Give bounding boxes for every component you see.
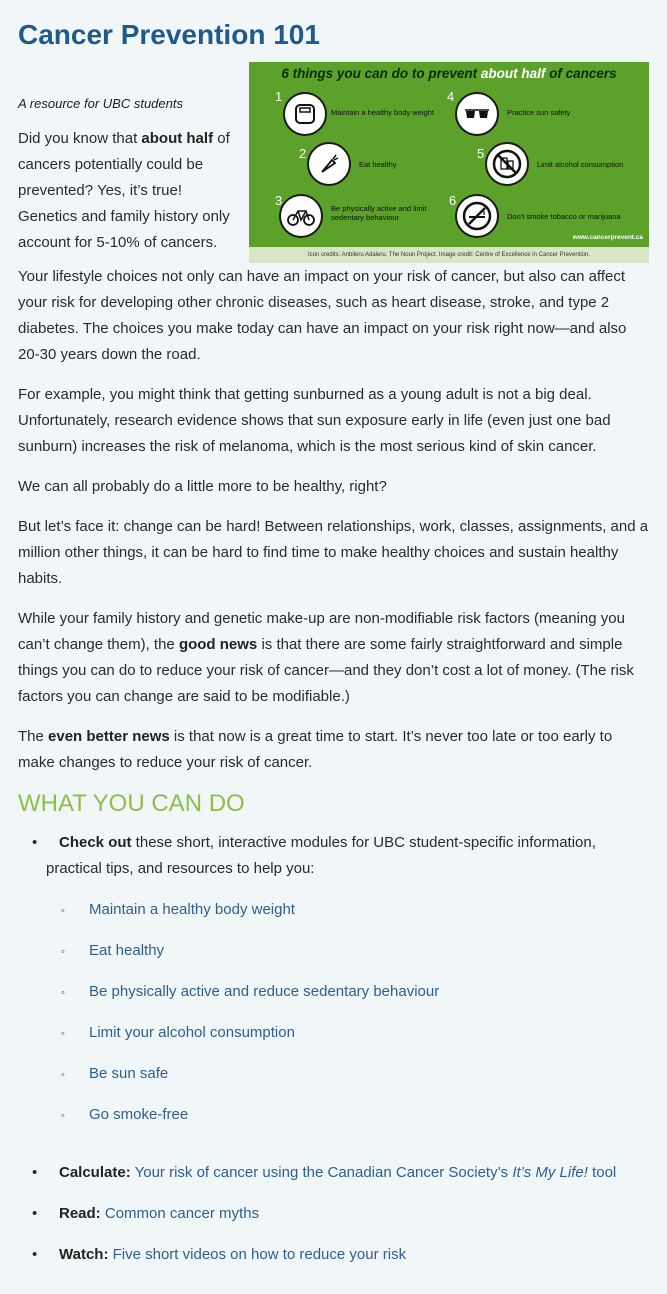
link-healthy-body-weight[interactable]: Maintain a healthy body weight	[89, 901, 295, 918]
infographic-number-5: 5	[477, 146, 485, 161]
scale-icon	[283, 92, 327, 136]
link-calculate-risk[interactable]: Your risk of cancer using the Canadian Cancer Society’s It’s My Life! tool	[130, 1164, 617, 1181]
no-alcohol-icon	[485, 142, 529, 186]
link-sun-safe[interactable]: Be sun safe	[89, 1065, 169, 1082]
list-item: ◦ Go smoke-free	[61, 1106, 189, 1123]
infographic-number-4: 4	[447, 89, 455, 104]
better-news-paragraph: The even better news is that now is a great time to start. It’s never too late or too early to make changes to reduce your risk of cancer.	[18, 728, 613, 771]
no-smoking-icon	[455, 194, 499, 238]
infographic-credit: Icon credits: Anbileru Adaleru, The Noun Project. Image credit: Centre of Excellence in Cancer Prevention.	[249, 247, 649, 263]
healthy-paragraph: We can all probably do a little more to be healthy, right?	[18, 478, 387, 495]
link-cancer-myths[interactable]: Common cancer myths	[100, 1205, 260, 1222]
list-item-watch: • Watch: Five short videos on how to reduce your risk	[32, 1246, 407, 1263]
infographic-label-5: Limit alcohol consumption	[537, 160, 624, 169]
list-item-calculate: • Calculate: Your risk of cancer using the Canadian Cancer Society’s It’s My Life! tool	[32, 1164, 617, 1181]
link-physically-active[interactable]: Be physically active and reduce sedentary behaviour	[89, 983, 440, 1000]
link-videos[interactable]: Five short videos on how to reduce your risk	[108, 1246, 407, 1263]
infographic-number-1: 1	[275, 89, 283, 104]
cancer-prevention-infographic	[249, 62, 649, 263]
infographic-url: www.cancerprevent.ca	[572, 234, 643, 241]
list-item: ◦ Limit your alcohol consumption	[61, 1024, 295, 1041]
infographic-number-2: 2	[299, 146, 307, 161]
family-history-paragraph: While your family history and genetic make-up are non-modifiable risk factors (meaning you can’t change them), the good news is that there are some fairly straightforward and simple things you can do to reduce your risk of cancer—and they don’t cost a lot of money. (The risk factors you can change are said to be modifiable.)	[18, 610, 634, 705]
list-item: ◦ Eat healthy	[61, 942, 165, 959]
lifestyle-paragraph: Your lifestyle choices not only can have an impact on your risk of cancer, but also can affect your risk for developing other chronic diseases, such as heart disease, stroke, and type 2 diabetes. The choices you make today can have an impact on your risk right now—and also 20-30 years down the road.	[18, 268, 627, 363]
bullet: •	[32, 834, 38, 851]
intro-paragraph: Did you know that about half of cancers potentially could be prevented? Yes, it’s true! Genetics and family history only account for 5-10% of cancers.	[18, 130, 230, 251]
what-you-can-do-heading: WHAT YOU CAN DO	[18, 790, 245, 817]
list-item: ◦ Be sun safe	[61, 1065, 169, 1082]
sunburn-paragraph: For example, you might think that getting sunburned as a young adult is not a big deal. Unfortunately, research evidence shows that sun exposure early in life (even just one bad sunburn) increases the risk of melanoma, which is the most serious kind of skin cancer.	[18, 386, 611, 455]
module-link-list	[32, 897, 649, 1128]
infographic-title: 6 things you can do to prevent about half of cancers	[281, 66, 617, 81]
list-item-check-out: • Check out these short, interactive modules for UBC student-specific information, practical tips, and resources to help you: ◦ Maintain a healthy body weight ◦ Eat healthy ◦ Be physically active and reduce sedentary behaviour ◦ Limit your alcohol consumption ◦ Be sun safe ◦ Go smoke-free	[32, 830, 649, 1128]
infographic-number-6: 6	[449, 193, 457, 208]
list-item-read: • Read: Common cancer myths	[32, 1205, 260, 1222]
list-item: ◦ Be physically active and reduce sedentary behaviour	[61, 983, 440, 1000]
change-paragraph: But let’s face it: change can be hard! Between relationships, work, classes, assignments, and a million other things, it can be hard to find time to make healthy choices and sustain healthy habits.	[18, 518, 649, 587]
link-limit-alcohol[interactable]: Limit your alcohol consumption	[89, 1024, 295, 1041]
action-list	[18, 830, 649, 1268]
sunglasses-icon	[455, 92, 499, 136]
infographic-number-3: 3	[275, 193, 283, 208]
page-title: Cancer Prevention 101	[18, 19, 320, 50]
carrot-icon	[307, 142, 351, 186]
list-item: ◦ Maintain a healthy body weight	[61, 901, 295, 918]
bicycle-icon	[279, 194, 323, 238]
infographic-label-6: Don't smoke tobacco or marijuana	[507, 212, 621, 221]
link-smoke-free[interactable]: Go smoke-free	[89, 1106, 189, 1123]
infographic-label-4: Practice sun safety	[507, 108, 571, 117]
infographic-label-2: Eat healthy	[359, 160, 397, 169]
link-eat-healthy[interactable]: Eat healthy	[89, 942, 165, 959]
page-subtitle: A resource for UBC students	[18, 96, 183, 111]
infographic-label-3: Be physically active and limit sedentary behaviour	[331, 204, 427, 222]
infographic-label-1: Maintain a healthy body weight	[331, 108, 434, 117]
